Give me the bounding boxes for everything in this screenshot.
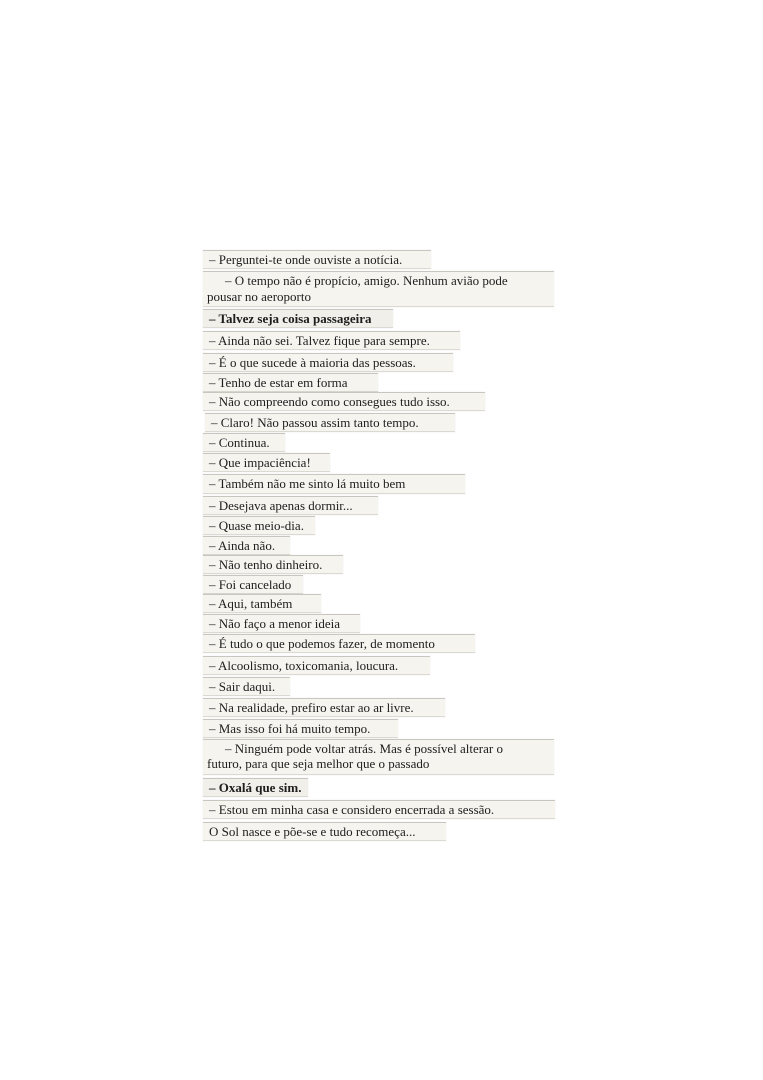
clipping-strip [203, 614, 360, 633]
clipping-text: – Mas isso foi há muito tempo. [209, 721, 371, 736]
clipping-strip [203, 778, 308, 797]
clipping-text: – Ainda não sei. Talvez fique para sempre. [209, 333, 430, 348]
clipping-text: – Quase meio-dia. [209, 518, 304, 533]
clipping-text: – Aqui, também [209, 596, 293, 611]
clipping-text: – O tempo não é propício, amigo. Nenhum avião pode [225, 273, 508, 288]
clipping-strip [205, 413, 455, 432]
clipping-text: O Sol nasce e põe-se e tudo recomeça... [209, 824, 416, 839]
clipping-text: – Sair daqui. [209, 679, 276, 694]
clipping-text-continued: pousar no aeroporto [207, 289, 311, 304]
clipping-strip [203, 656, 430, 675]
clipping-strip [203, 698, 445, 717]
clipping-text: – Não tenho dinheiro. [209, 557, 323, 572]
clipping-text: – Claro! Não passou assim tanto tempo. [211, 415, 419, 430]
clipping-text: – Na realidade, prefiro estar ao ar livre. [209, 700, 414, 715]
clipping-text: – Ainda não. [209, 538, 276, 553]
clipping-strip [203, 392, 485, 411]
clipping-text: – Talvez seja coisa passageira [209, 311, 372, 326]
clipping-strip [203, 575, 303, 594]
clipping-text: – Estou em minha casa e considero encerrada a sessão. [209, 802, 495, 817]
clipping-strip [203, 474, 465, 494]
clipping-strip [203, 800, 555, 819]
clipping-strip [203, 555, 343, 574]
clipping-strip [203, 536, 290, 555]
clipping-text: – Continua. [209, 435, 270, 450]
clipping-strip [203, 373, 378, 392]
clipping-text: – Foi cancelado [209, 577, 292, 592]
clipping-text: – Tenho de estar em forma [209, 375, 348, 390]
clipping-text: – Não faço a menor ideia [209, 616, 341, 631]
clipping-text: – É o que sucede à maioria das pessoas. [209, 355, 416, 370]
clipping-strip [203, 516, 315, 535]
clipping-text: – É tudo o que podemos fazer, de momento [209, 636, 435, 651]
clipping-strip [203, 496, 378, 515]
clipping-text: – Também não me sinto lá muito bem [209, 476, 406, 491]
clipping-strip [203, 453, 330, 472]
clipping-strip [203, 433, 285, 452]
clipping-text: – Perguntei-te onde ouviste a notícia. [209, 252, 403, 267]
clipping-strip [203, 594, 321, 613]
clipping-text: – Não compreendo como consegues tudo isso. [209, 394, 450, 409]
clipping-strip [203, 250, 431, 269]
clipping-strip [203, 353, 453, 372]
clipping-strip [203, 331, 460, 350]
clipping-strip [203, 309, 393, 328]
clipping-text: – Ninguém pode voltar atrás. Mas é possível alterar o [225, 741, 503, 756]
clipping-text: – Alcoolismo, toxicomania, loucura. [209, 658, 399, 673]
clipping-text: – Desejava apenas dormir... [209, 498, 353, 513]
clipping-strip [203, 822, 446, 841]
clipping-strip [203, 719, 398, 738]
clipping-strip [203, 677, 290, 696]
clipping-text: – Que impaciência! [209, 455, 311, 470]
clipping-strip [203, 634, 475, 653]
clipping-text: – Oxalá que sim. [209, 780, 302, 795]
clipping-text-continued: futuro, para que seja melhor que o passado [207, 756, 430, 771]
